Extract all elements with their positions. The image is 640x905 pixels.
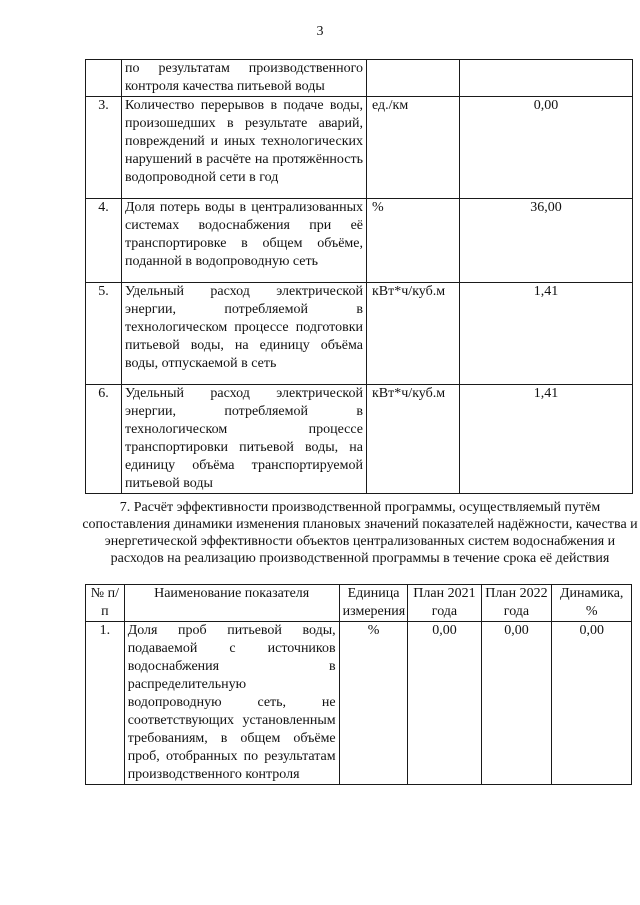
indicator-value: 1,41 — [460, 283, 633, 385]
table-row — [86, 385, 633, 494]
indicator-value — [460, 60, 633, 97]
table-row — [86, 199, 633, 283]
unit-of-measure: % — [339, 622, 408, 785]
indicator-name: Удельный расход электрической энергии, потребляемой в технологическом процессе транспортировки питьевой воды, на единицу объёма транспортируемой питьевой воды — [122, 385, 367, 494]
indicators-table-continued — [85, 59, 633, 494]
row-number — [86, 60, 122, 97]
indicator-name: по результатам производственного контроля качества питьевой воды — [122, 60, 367, 97]
page-number: 3 — [316, 24, 324, 39]
table-row — [86, 622, 632, 785]
unit-of-measure: % — [367, 199, 460, 283]
row-number: 4. — [86, 199, 122, 283]
plan-2021-value: 0,00 — [408, 622, 481, 785]
table-row — [86, 283, 633, 385]
indicator-name: Доля потерь воды в централизованных системах водоснабжения при её транспортировке в общем объёме, поданной в водопроводную сеть — [122, 199, 367, 283]
header-num: № п/п — [86, 585, 125, 622]
header-unit: Единица измерения — [339, 585, 408, 622]
efficiency-table — [85, 584, 632, 785]
header-plan-2021: План 2021 года — [408, 585, 481, 622]
row-number: 1. — [86, 622, 125, 785]
indicator-name: Удельный расход электрической энергии, потребляемой в технологическом процессе подготовки питьевой воды, на единицу объёма воды, отпускаемой в сеть — [122, 283, 367, 385]
row-number: 6. — [86, 385, 122, 494]
plan-2022-value: 0,00 — [481, 622, 552, 785]
header-name: Наименование показателя — [124, 585, 339, 622]
row-number: 3. — [86, 97, 122, 199]
indicator-name: Количество перерывов в подаче воды, произошедших в результате аварий, повреждений и иных технологических нарушений в расчёте на протяжённость водопроводной сети в год — [122, 97, 367, 199]
table-row — [86, 97, 633, 199]
header-dynamics: Динамика, % — [552, 585, 632, 622]
unit-of-measure: кВт*ч/куб.м — [367, 385, 460, 494]
section-7-heading: 7. Расчёт эффективности производственной программы, осуществляемый путём сопоставления динамики изменения плановых значений показателей надёжности, качества и энергетической эффективности объектов централизованных систем водоснабжения и расходов на реализацию производственной программы в течение срока её действия — [82, 500, 638, 566]
indicator-value: 1,41 — [460, 385, 633, 494]
indicator-value: 36,00 — [460, 199, 633, 283]
indicator-value: 0,00 — [460, 97, 633, 199]
unit-of-measure: ед./км — [367, 97, 460, 199]
header-plan-2022: План 2022 года — [481, 585, 552, 622]
dynamics-value: 0,00 — [552, 622, 632, 785]
unit-of-measure — [367, 60, 460, 97]
unit-of-measure: кВт*ч/куб.м — [367, 283, 460, 385]
table-row — [86, 60, 633, 97]
row-number: 5. — [86, 283, 122, 385]
indicator-name: Доля проб питьевой воды, подаваемой с источников водоснабжения в распределительную водопроводную сеть, не соответствующих установленным требованиям, в общем объёме проб, отобранных по результатам производственного контроля — [124, 622, 339, 785]
efficiency-table-header — [86, 585, 632, 622]
